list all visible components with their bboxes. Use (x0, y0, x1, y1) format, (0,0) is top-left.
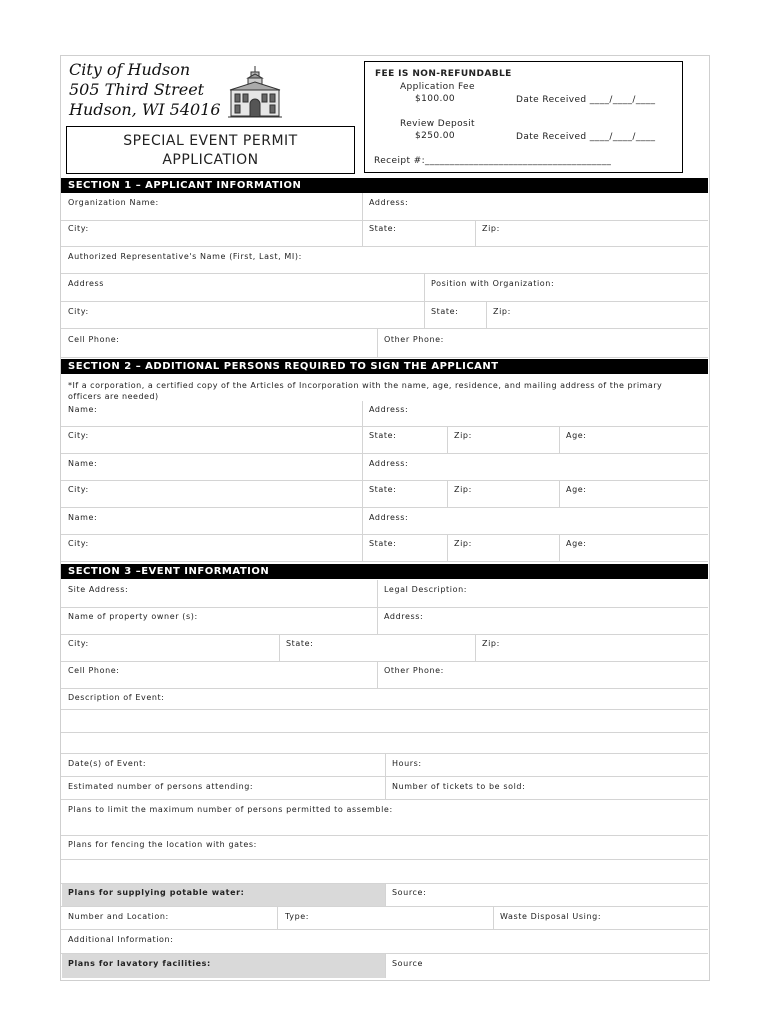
divider (61, 634, 708, 635)
divider (61, 301, 708, 302)
plans-fencing-field[interactable]: Plans for fencing the location with gates: (68, 840, 257, 849)
column-divider (377, 328, 378, 357)
column-divider (475, 634, 476, 661)
event-state-field[interactable]: State: (286, 639, 314, 648)
column-divider (277, 906, 278, 929)
divider (61, 732, 708, 733)
column-divider (424, 273, 425, 328)
column-divider (377, 580, 378, 634)
divider (61, 246, 708, 247)
divider (61, 799, 708, 800)
city-address-block (69, 60, 221, 120)
form-title-box (66, 126, 355, 174)
divider (61, 561, 708, 562)
section1-header: SECTION 1 – APPLICANT INFORMATION (61, 178, 708, 193)
date-received-field-1[interactable]: Date Received ____/____/____ (516, 95, 656, 105)
column-divider (447, 426, 448, 453)
divider (61, 607, 708, 608)
column-divider (475, 220, 476, 246)
divider (61, 357, 708, 358)
legal-description-field[interactable]: Legal Description: (384, 585, 468, 594)
column-divider (486, 301, 487, 328)
rep-city-field[interactable]: City: (68, 307, 89, 316)
property-owner-field[interactable]: Name of property owner (s): (68, 612, 198, 621)
estimated-persons-field[interactable]: Estimated number of persons attending: (68, 782, 254, 791)
additional-info-field[interactable]: Additional Information: (68, 935, 174, 944)
person1-name-field[interactable]: Name: (68, 405, 98, 414)
column-divider (385, 883, 386, 906)
column-divider (362, 401, 363, 561)
fee-heading: FEE IS NON-REFUNDABLE (375, 69, 512, 79)
tickets-sold-field[interactable]: Number of tickets to be sold: (392, 782, 526, 791)
rep-state-field[interactable]: State: (431, 307, 459, 316)
column-divider (559, 534, 560, 561)
lavatory-source-field[interactable]: Source (392, 959, 424, 968)
person2-age-field[interactable]: Age: (566, 485, 587, 494)
column-divider (385, 753, 386, 799)
event-city-field[interactable]: City: (68, 639, 89, 648)
applicant-city-field[interactable]: City: (68, 224, 89, 233)
street-address: 505 Third Street (69, 80, 205, 99)
column-divider (447, 480, 448, 507)
person3-state-field[interactable]: State: (369, 539, 397, 548)
applicant-zip-field[interactable]: Zip: (482, 224, 500, 233)
person3-zip-field[interactable]: Zip: (454, 539, 472, 548)
person1-city-field[interactable]: City: (68, 431, 89, 440)
divider (61, 709, 708, 710)
column-divider (559, 426, 560, 453)
waste-disposal-field[interactable]: Waste Disposal Using: (500, 912, 602, 921)
application-fee-amount: $100.00 (415, 94, 456, 104)
event-hours-field[interactable]: Hours: (392, 759, 422, 768)
city-name: City of Hudson (69, 60, 191, 79)
divider (61, 453, 708, 454)
person3-name-field[interactable]: Name: (68, 513, 98, 522)
type-field[interactable]: Type: (285, 912, 310, 921)
other-phone-field[interactable]: Other Phone: (384, 335, 444, 344)
column-divider (447, 534, 448, 561)
form-title-line1: SPECIAL EVENT PERMIT (123, 133, 298, 149)
divider (61, 859, 708, 860)
city-hall-building-icon (226, 64, 284, 122)
water-source-field[interactable]: Source: (392, 888, 427, 897)
divider (61, 480, 708, 481)
divider (61, 328, 708, 329)
event-dates-field[interactable]: Date(s) of Event: (68, 759, 147, 768)
divider (61, 220, 708, 221)
divider (61, 273, 708, 274)
column-divider (377, 661, 378, 688)
person1-state-field[interactable]: State: (369, 431, 397, 440)
review-deposit-label: Review Deposit (400, 119, 475, 129)
form-title-line2: APPLICATION (162, 152, 259, 168)
section2-header: SECTION 2 – ADDITIONAL PERSONS REQUIRED TO SIGN THE APPLICANT (61, 359, 708, 374)
column-divider (279, 634, 280, 661)
receipt-number-field[interactable]: Receipt #:______________________________________ (374, 156, 612, 166)
applicant-state-field[interactable]: State: (369, 224, 397, 233)
section2-note: *If a corporation, a certified copy of the Articles of Incorporation with the name, age, residence, and mailing address of the primary officers are needed) (68, 381, 663, 401)
divider (61, 426, 708, 427)
date-received-field-2[interactable]: Date Received ____/____/____ (516, 132, 656, 142)
person2-address-field[interactable]: Address: (369, 459, 409, 468)
number-location-field[interactable]: Number and Location: (68, 912, 169, 921)
fee-box (364, 61, 683, 173)
site-address-field[interactable]: Site Address: (68, 585, 129, 594)
event-description-field[interactable]: Description of Event: (68, 693, 165, 702)
divider (61, 661, 708, 662)
rep-address-field[interactable]: Address (68, 279, 105, 288)
column-divider (385, 953, 386, 978)
column-divider (362, 193, 363, 246)
plans-water-label: Plans for supplying potable water: (68, 888, 245, 897)
person1-address-field[interactable]: Address: (369, 405, 409, 414)
section3-header: SECTION 3 –EVENT INFORMATION (61, 564, 708, 579)
event-zip-field[interactable]: Zip: (482, 639, 500, 648)
person3-age-field[interactable]: Age: (566, 539, 587, 548)
position-field[interactable]: Position with Organization: (431, 279, 555, 288)
person2-state-field[interactable]: State: (369, 485, 397, 494)
divider (61, 929, 708, 930)
divider (61, 688, 708, 689)
divider (61, 835, 708, 836)
plans-limit-field[interactable]: Plans to limit the maximum number of persons permitted to assemble: (68, 805, 393, 814)
column-divider (493, 906, 494, 929)
person3-city-field[interactable]: City: (68, 539, 89, 548)
plans-lavatory-label: Plans for lavatory facilities: (68, 959, 211, 968)
divider (61, 906, 708, 907)
person2-zip-field[interactable]: Zip: (454, 485, 472, 494)
person2-name-field[interactable]: Name: (68, 459, 98, 468)
column-divider (559, 480, 560, 507)
applicant-address-field[interactable]: Address: (369, 198, 409, 207)
owner-address-field[interactable]: Address: (384, 612, 424, 621)
authorized-rep-field[interactable]: Authorized Representative's Name (First, Last, MI): (68, 252, 302, 261)
event-other-phone-field[interactable]: Other Phone: (384, 666, 444, 675)
organization-name-field[interactable]: Organization Name: (68, 198, 159, 207)
divider (61, 507, 708, 508)
person2-city-field[interactable]: City: (68, 485, 89, 494)
person1-age-field[interactable]: Age: (566, 431, 587, 440)
person1-zip-field[interactable]: Zip: (454, 431, 472, 440)
application-fee-label: Application Fee (400, 82, 475, 92)
event-cell-phone-field[interactable]: Cell Phone: (68, 666, 120, 675)
review-deposit-amount: $250.00 (415, 131, 456, 141)
city-state-zip: Hudson, WI 54016 (69, 100, 221, 119)
rep-zip-field[interactable]: Zip: (493, 307, 511, 316)
person3-address-field[interactable]: Address: (369, 513, 409, 522)
cell-phone-field[interactable]: Cell Phone: (68, 335, 120, 344)
divider (61, 534, 708, 535)
